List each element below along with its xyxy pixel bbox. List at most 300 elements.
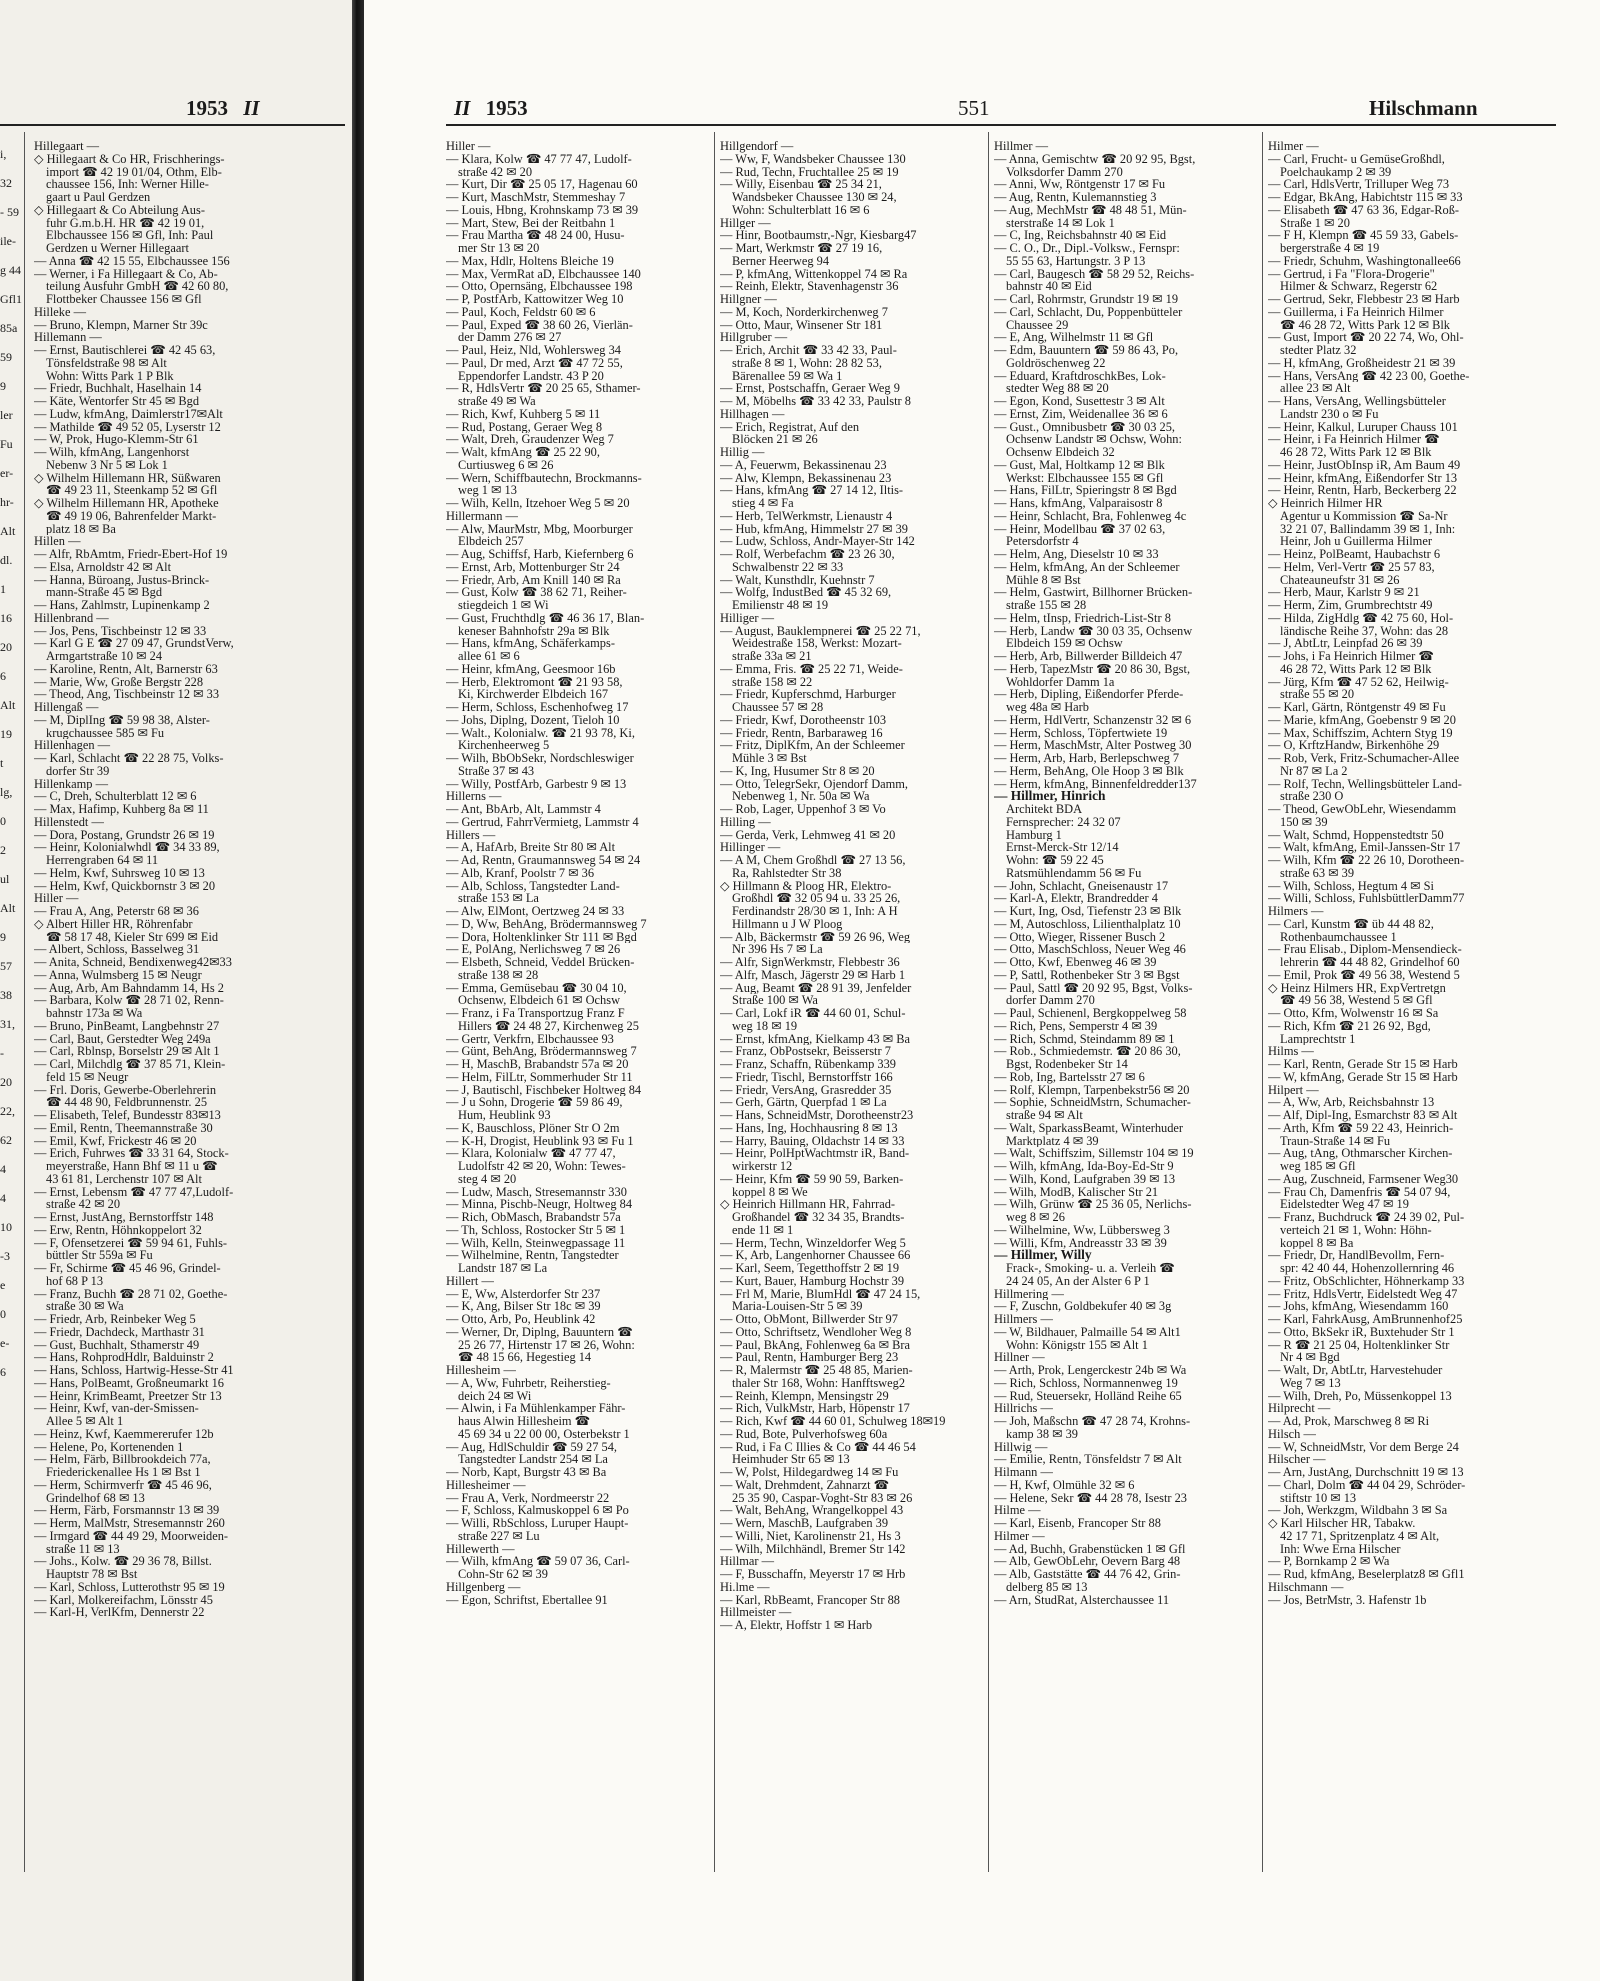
directory-entry: — Mart, Stew, Bei der Reitbahn 1 xyxy=(446,216,616,230)
directory-entry: Elbchaussee 156 ✉ Gfl, Inh: Paul xyxy=(46,229,214,242)
directory-entry: straße 158 ✉ 22 xyxy=(732,675,813,689)
directory-entry: — Ernst, Arb, Mottenburger Str 24 xyxy=(446,560,620,574)
directory-entry: — Alw, MaurMstr, Mbg, Moorburger xyxy=(446,522,633,536)
edge-fragment: ul xyxy=(0,872,10,886)
directory-entry: Landstr 230 o ✉ Fu xyxy=(1280,407,1379,421)
directory-entry: — Emilie, Rentn, Tönsfeldstr 7 ✉ Alt xyxy=(994,1453,1182,1466)
directory-entry: Heimhuder Str 65 ✉ 13 xyxy=(732,1453,850,1466)
directory-entry: — Max, Hafimp, Kuhberg 8a ✉ 11 xyxy=(34,803,209,816)
edge-fragment: 1 xyxy=(0,582,6,596)
directory-entry: Ferdinandstr 28/30 ✉ 1, Inh: A H xyxy=(732,905,898,918)
directory-entry: Mühle 3 ✉ Bst xyxy=(732,752,807,765)
directory-entry: Allee 5 ✉ Alt 1 xyxy=(46,1415,124,1428)
directory-entry: — Ernst, Bautischlerei ☎ 42 45 63, xyxy=(34,344,216,357)
directory-entry: Elbdeich 257 xyxy=(458,535,524,548)
directory-entry: — Irmgard ☎ 44 49 29, Moorweiden- xyxy=(34,1529,229,1543)
directory-entry: — Willi, Niet, Karolinenstr 21, Hs 3 xyxy=(720,1529,901,1543)
directory-entry: 25 35 90, Caspar-Voght-Str 83 ✉ 26 xyxy=(732,1491,913,1505)
directory-entry: — J, AbtLtr, Leinpfad 26 ✉ 39 xyxy=(1268,637,1423,650)
directory-entry: 55 55 63, Hartungstr. 3 P 13 xyxy=(1006,254,1146,268)
directory-entry: — Aug, HdlSchuldir ☎ 59 27 54, xyxy=(446,1440,618,1454)
directory-entry: — Willi, RbSchloss, Luruper Haupt- xyxy=(446,1517,629,1530)
directory-entry: Gerdzen u Werner Hillegaart xyxy=(46,242,189,255)
directory-entry: — Marie, Ww, Große Bergstr 228 xyxy=(34,675,204,689)
directory-entry: — Karl, Molkereifachm, Lönsstr 45 xyxy=(34,1593,213,1607)
directory-entry: — Mart, Werkmstr ☎ 27 19 16, xyxy=(720,242,883,255)
directory-entry: allee 61 ✉ 6 xyxy=(458,650,520,663)
directory-entry: — Kurt, MaschMstr, Stemmeshay 7 xyxy=(446,191,626,204)
directory-entry: — Barbara, Kolw ☎ 28 71 02, Renn- xyxy=(34,994,224,1007)
directory-entry: — Jürg, Kfm ☎ 47 52 62, Heilwig- xyxy=(1268,675,1449,689)
directory-entry: — C. O., Dr., Dipl.-Volksw., Fernspr: xyxy=(994,242,1180,255)
surname-heading: Hiller — xyxy=(446,140,491,153)
directory-entry: — Wolfg, IndustBed ☎ 45 32 69, xyxy=(720,586,892,599)
directory-entry: Werkst: Elbchaussee 155 ✉ Gfl xyxy=(1006,471,1164,485)
directory-entry: ☎ 58 17 48, Kieler Str 699 ✉ Eid xyxy=(46,930,219,944)
directory-entry: — Alw, ElMont, Oertzweg 24 ✉ 33 xyxy=(446,905,625,918)
directory-entry: — Otto, Kwf, Ebenweg 46 ✉ 39 xyxy=(994,956,1157,969)
surname-heading: Hillenbrand — xyxy=(34,611,109,625)
directory-entry: — Wern, MaschB, Laufgraben 39 xyxy=(720,1517,889,1530)
left-header-year: 1953 xyxy=(186,96,228,120)
surname-heading: Hillwig — xyxy=(994,1440,1048,1454)
directory-entry: — Helm, FilLtr, Sommerhuder Str 11 xyxy=(446,1070,633,1084)
directory-entry: — Karoline, Rentn, Alt, Barnerstr 63 xyxy=(34,662,218,676)
directory-entry: 32 21 07, Ballindamm 39 ✉ 1, Inh: xyxy=(1280,522,1456,536)
directory-entry: — Rich, Kwf, Kuhberg 5 ✉ 11 xyxy=(446,407,601,421)
directory-entry: — Ad, Rentn, Graumannsweg 54 ✉ 24 xyxy=(446,854,641,867)
directory-entry: — Ww, F, Wandsbeker Chaussee 130 xyxy=(720,152,906,166)
directory-entry: straße 11 ✉ 13 xyxy=(46,1542,120,1556)
directory-entry: steg 4 ✉ 20 xyxy=(458,1172,517,1186)
surname-heading: Hillesheim — xyxy=(446,1364,516,1377)
directory-entry: — Bruno, Klempn, Marner Str 39c xyxy=(34,318,208,332)
directory-entry: straße 153 ✉ La xyxy=(458,892,539,905)
directory-entry: verteich 21 ✉ 1, Wohn: Höhn- xyxy=(1280,1223,1432,1237)
directory-entry: — Heinr, Kalkul, Luruper Chauss 101 xyxy=(1268,420,1458,434)
directory-entry: stedter Weg 88 ✉ 20 xyxy=(1006,382,1109,395)
directory-entry: Straße 1 ✉ 20 xyxy=(1280,216,1350,230)
directory-entry: — Rud, i Fa C Illies & Co ☎ 44 46 54 xyxy=(720,1440,916,1454)
directory-entry: — Karl, Schlacht ☎ 22 28 75, Volks- xyxy=(34,752,224,765)
directory-entry: — Werner, Dr, Diplng, Bauuntern ☎ xyxy=(446,1325,633,1339)
directory-entry: — Heinr, Schlacht, Bra, Fohlenweg 4c xyxy=(994,509,1187,523)
directory-entry: Straße 100 ✉ Wa xyxy=(732,994,818,1007)
edge-fragment: 10 xyxy=(0,1220,12,1234)
directory-entry: Hamburg 1 xyxy=(1006,828,1062,842)
directory-entry: Wohldorfer Damm 1a xyxy=(1006,675,1115,689)
surname-heading: Hilscher — xyxy=(1268,1453,1326,1466)
directory-entry: — Walt, Kunsthdlr, Kuehnstr 7 xyxy=(720,573,875,587)
directory-entry: — Friedr, Arb, Reinbeker Weg 5 xyxy=(34,1313,196,1326)
directory-entry: straße 8 ✉ 1, Wohn: 28 82 53, xyxy=(732,356,882,370)
directory-entry: — Herm, Schloss, Eschenhofweg 17 xyxy=(446,701,629,714)
directory-entry: — Friedr, Dachdeck, Marthastr 31 xyxy=(34,1325,205,1339)
directory-entry: — Karl, Seem, Tegetthoffstr 2 ✉ 19 xyxy=(720,1262,900,1275)
directory-entry: — Wilh, ModB, Kalischer Str 21 xyxy=(994,1185,1159,1199)
directory-entry: Ratsmühlendamm 56 ✉ Fu xyxy=(1006,866,1142,880)
right-header-year: 1953 xyxy=(485,96,528,120)
directory-entry: — W, Polst, Hildegardweg 14 ✉ Fu xyxy=(720,1466,899,1479)
directory-entry: — Herb, TapezMstr ☎ 20 86 30, Bgst, xyxy=(994,662,1191,676)
directory-entry: — Herb, Maur, Karlstr 9 ✉ 21 xyxy=(1268,586,1420,599)
directory-entry: weg 48a ✉ Harb xyxy=(1006,701,1089,714)
directory-entry: — Fr, Schirme ☎ 45 46 96, Grindel- xyxy=(34,1262,221,1275)
directory-entry: Ki, Kirchwerder Elbdeich 167 xyxy=(458,688,609,701)
directory-entry: Agentur u Kommission ☎ Sa-Nr xyxy=(1280,509,1448,523)
directory-entry: — Friedr, Rentn, Barbaraweg 16 xyxy=(720,726,883,740)
directory-entry: Wohn: Witts Park 1 P Blk xyxy=(46,369,174,383)
directory-entry: Wohn: ☎ 59 22 45 xyxy=(1006,854,1104,867)
directory-entry: — Th, Schloss, Rostocker Str 5 ✉ 1 xyxy=(446,1223,626,1237)
directory-entry: — Ad, Buchh, Grabenstücken 1 ✉ Gfl xyxy=(994,1542,1186,1556)
directory-entry: — Edgar, BkAng, Habichtstr 115 ✉ 33 xyxy=(1268,191,1463,204)
directory-entry: — Alb, GewObLehr, Oevern Barg 48 xyxy=(994,1555,1181,1568)
directory-entry: — Walt, kfmAng, Emil-Janssen-Str 17 xyxy=(1268,841,1461,854)
edge-fragment: dl. xyxy=(0,553,13,567)
firm-entry: ◇ Wilhelm Hillemann HR, Apotheke xyxy=(34,497,346,510)
directory-entry: — Herm, HdlVertr, Schanzenstr 32 ✉ 6 xyxy=(994,713,1192,727)
directory-entry: — Anita, Schneid, Bendixenweg42✉33 xyxy=(34,956,232,969)
directory-entry: meyerstraße, Hann Bhf ✉ 11 u ☎ xyxy=(46,1160,218,1173)
directory-entry: — Herb, Dipling, Eißendorfer Pferde- xyxy=(994,688,1184,701)
directory-entry: — Guillerma, i Fa Heinrich Hilmer xyxy=(1268,305,1444,319)
directory-entry: — Hans, VersAng, Wellingsbütteler xyxy=(1268,395,1446,408)
directory-entry: — Karl, RbBeamt, Francoper Str 88 xyxy=(720,1593,900,1607)
directory-entry: straße 230 O xyxy=(1280,790,1344,803)
surname-heading: Hillers — xyxy=(446,828,496,842)
directory-entry: — Herm, Techn, Winzeldorfer Weg 5 xyxy=(720,1236,906,1250)
directory-entry: — Hans, Zahlmstr, Lupinenkamp 2 xyxy=(34,599,210,612)
directory-entry: — Rob, Lager, Uppenhof 3 ✉ Vo xyxy=(720,803,886,816)
directory-entry: — F, Zuschn, Goldbekufer 40 ✉ 3g xyxy=(994,1300,1172,1313)
directory-entry: — Egon, Kond, Susettestr 3 ✉ Alt xyxy=(994,395,1165,408)
directory-entry: — Walt, Schiffszim, Sillemstr 104 ✉ 19 xyxy=(994,1147,1194,1160)
directory-entry: — W, Bildhauer, Palmaille 54 ✉ Alt1 xyxy=(994,1325,1181,1339)
directory-entry: — Frau Ch, Damenfris ☎ 54 07 94, xyxy=(1268,1185,1451,1199)
directory-entry: — Paul, Sattl ☎ 20 92 95, Bgst, Volks- xyxy=(994,981,1193,995)
directory-entry: Fernsprecher: 24 32 07 xyxy=(1006,815,1121,829)
directory-entry: — Alb, Kranf, Poolstr 7 ✉ 36 xyxy=(446,866,595,880)
directory-entry: — Helm, Gastwirt, Billhorner Brücken- xyxy=(994,586,1193,599)
directory-entry: — Herb, Arb, Billwerder Billdeich 47 xyxy=(994,650,1183,663)
directory-entry: — Gertrud, i Fa "Flora-Drogerie" xyxy=(1268,267,1435,281)
directory-entry: — Hillmer, Willy xyxy=(994,1249,1092,1262)
directory-entry: — Herm, Färb, Forsmannstr 13 ✉ 39 xyxy=(34,1504,220,1517)
directory-entry: Mühle 8 ✉ Bst xyxy=(1006,573,1081,587)
edge-fragment: 32 xyxy=(0,176,12,190)
edge-fragment: e xyxy=(0,1278,6,1292)
directory-entry: — Friedr, Schuhm, Washingtonallee66 xyxy=(1268,254,1461,268)
directory-entry: — Erich, Fuhrwes ☎ 33 31 64, Stock- xyxy=(34,1147,229,1160)
directory-entry: — Wilhelmine, Rentn, Tangstedter xyxy=(446,1249,619,1262)
directory-entry: Rothenbaumchaussee 1 xyxy=(1280,930,1397,944)
edge-fragment: - 59 xyxy=(0,205,19,219)
edge-fragment: 85a xyxy=(0,321,18,335)
directory-entry: — Sophie, SchneidMstrn, Schumacher- xyxy=(994,1096,1191,1109)
surname-heading: Hillmer — xyxy=(994,140,1049,153)
directory-entry: — Klara, Kolw ☎ 47 77 47, Ludolf- xyxy=(446,152,632,166)
directory-entry: — Carl, Rohrmstr, Grundstr 19 ✉ 19 xyxy=(994,293,1179,306)
directory-entry: — A, Ww, Arb, Reichsbahnstr 13 xyxy=(1268,1096,1435,1109)
directory-entry: — W, SchneidMstr, Vor dem Berge 24 xyxy=(1268,1440,1459,1454)
directory-entry: — Gertrud, Sekr, Flebbestr 23 ✉ Harb xyxy=(1268,293,1460,306)
directory-entry: — Rich, Schloss, Normannenweg 19 xyxy=(994,1376,1178,1390)
directory-entry: — F, Busschaffn, Meyerstr 17 ✉ Hrb xyxy=(720,1568,906,1581)
surname-heading: Hillinger — xyxy=(720,841,781,854)
surname-heading: Hilling — xyxy=(720,815,771,829)
directory-entry: 45 69 34 u 22 00 00, Osterbekstr 1 xyxy=(458,1427,630,1441)
edge-fragment: -3 xyxy=(0,1249,10,1263)
firm-entry: ◇ Heinz Hilmers HR, ExpVertretgn xyxy=(1268,982,1558,995)
directory-entry: — Arth, Kfm ☎ 59 22 43, Heinrich- xyxy=(1268,1121,1454,1135)
surname-heading: Hillgner — xyxy=(720,293,777,306)
directory-entry: mer Str 13 ✉ 20 xyxy=(458,242,540,255)
firm-entry: ◇ Hillegaart & Co Abteilung Aus- xyxy=(34,204,346,217)
directory-entry: — Otto, ObMont, Billwerder Str 97 xyxy=(720,1313,898,1326)
directory-entry: — K, Arb, Langenhorner Chaussee 66 xyxy=(720,1249,911,1262)
directory-entry: — Walt, kfmAng ☎ 25 22 90, xyxy=(446,446,600,459)
left-edge-fragments xyxy=(0,140,22,1387)
directory-entry: straße 138 ✉ 28 xyxy=(458,968,539,982)
directory-entry: — Harry, Bauing, Oldachstr 14 ✉ 33 xyxy=(720,1134,905,1148)
directory-entry: — Rud, Postang, Geraer Weg 8 xyxy=(446,420,603,434)
directory-entry: — Gust., Omnibusbetr ☎ 30 03 25, xyxy=(994,420,1175,434)
firm-entry: ◇ Wilhelm Hillemann HR, Süßwaren xyxy=(34,472,346,485)
directory-entry: — Wilh, Kfm ☎ 22 26 10, Dorotheen- xyxy=(1268,854,1465,867)
right-header-name: Hilschmann xyxy=(1369,96,1478,120)
directory-entry: Elbdeich 159 ✉ Ochsw xyxy=(1006,637,1123,650)
directory-entry: — Wilh, Schloss, Hegtum 4 ✉ Si xyxy=(1268,879,1434,893)
directory-entry: — Rud, Steuersekr, Holländ Reihe 65 xyxy=(994,1389,1182,1403)
directory-entry: — Fritz, ObSchlichter, Höhnerkamp 33 xyxy=(1268,1274,1465,1288)
directory-entry: — A, HafArb, Breite Str 80 ✉ Alt xyxy=(446,841,616,854)
directory-entry: import ☎ 42 19 01/04, Othm, Elb- xyxy=(46,165,222,179)
directory-entry: — Ernst, Lebensm ☎ 47 77 47,Ludolf- xyxy=(34,1185,234,1199)
surname-heading: Hillgruber — xyxy=(720,331,788,344)
edge-fragment: hr- xyxy=(0,495,14,509)
edge-fragment: 4 xyxy=(0,1162,6,1176)
directory-entry: stiegdeich 1 ✉ Wi xyxy=(458,599,549,612)
directory-entry: Chaussee 29 xyxy=(1006,318,1069,332)
directory-entry: — Albert, Schloss, Basselweg 31 xyxy=(34,943,200,956)
surname-heading: Hillmers — xyxy=(994,1313,1053,1326)
directory-entry: — Karl, Eisenb, Francoper Str 88 xyxy=(994,1517,1161,1530)
edge-fragment: er- xyxy=(0,466,14,480)
directory-entry: — Ludw, kfmAng, Daimlerstr17✉Alt xyxy=(34,407,223,421)
directory-entry: hof 68 P 13 xyxy=(46,1274,104,1288)
directory-entry: Armgartstraße 10 ✉ 24 xyxy=(46,650,163,663)
directory-entry: — E, Ww, Alsterdorfer Str 237 xyxy=(446,1287,601,1301)
directory-entry: Großhandel ☎ 32 34 35, Brandts- xyxy=(732,1211,905,1224)
directory-entry: — Paul, BkAng, Fohlenweg 6a ✉ Bra xyxy=(720,1338,911,1352)
surname-heading: Hillmering — xyxy=(994,1287,1064,1301)
directory-entry: Eidelstedter Weg 47 ✉ 19 xyxy=(1280,1198,1409,1211)
directory-entry: delberg 85 ✉ 13 xyxy=(1006,1580,1088,1594)
directory-entry: — Alf, Dipl-Ing, Esmarchstr 83 ✉ Alt xyxy=(1268,1109,1458,1122)
right-header-rule xyxy=(446,124,1556,126)
directory-entry: — M, Autoschloss, Lilienthalplatz 10 xyxy=(994,917,1181,931)
surname-heading: Hillrichs — xyxy=(994,1402,1053,1415)
directory-entry: Marktplatz 4 ✉ 39 xyxy=(1006,1134,1099,1148)
directory-entry: — Friedr, Arb, Am Knill 140 ✉ Ra xyxy=(446,573,621,587)
directory-entry: 46 28 72, Witts Park 12 ✉ Blk xyxy=(1280,446,1432,459)
edge-fragment: 19 xyxy=(0,727,12,741)
directory-entry: — Elsbeth, Schneid, Veddel Brücken- xyxy=(446,956,635,969)
directory-entry: — Franz, i Fa Transportzug Franz F xyxy=(446,1007,625,1020)
directory-entry: Ludolfstr 42 ✉ 20, Wohn: Tewes- xyxy=(458,1160,626,1173)
directory-entry: — F, Ofensetzerei ☎ 59 94 61, Fuhls- xyxy=(34,1236,228,1250)
directory-entry: Architekt BDA xyxy=(1006,803,1083,816)
directory-entry: — Gust, Buchhalt, Sthamerstr 49 xyxy=(34,1338,200,1352)
directory-entry: — Egon, Schriftst, Ebertallee 91 xyxy=(446,1593,608,1607)
directory-entry: — Arn, StudRat, Alsterchaussee 11 xyxy=(994,1593,1170,1607)
directory-entry: — H, kfmAng, Großheidestr 21 ✉ 39 xyxy=(1268,356,1456,370)
directory-entry: — Otto, TelegrSekr, Ojendorf Damm, xyxy=(720,777,909,791)
directory-entry: — Arn, JustAng, Durchschnitt 19 ✉ 13 xyxy=(1268,1466,1464,1479)
directory-entry: — Herm, MalMstr, Stresemannstr 260 xyxy=(34,1517,225,1530)
directory-entry: — Herb, Elektromont ☎ 21 93 58, xyxy=(446,675,623,689)
directory-entry: — Werner, i Fa Hillegaart & Co, Ab- xyxy=(34,267,218,281)
firm-entry: ◇ Albert Hiller HR, Röhrenfabr xyxy=(34,918,346,931)
directory-entry: weg 8 ✉ 26 xyxy=(1006,1211,1065,1224)
directory-entry: chaussee 156, Inh: Werner Hille- xyxy=(46,178,209,191)
directory-entry: — Heinr, PolHptWachtmstr iR, Band- xyxy=(720,1147,910,1160)
surname-heading: Hilpert — xyxy=(1268,1083,1319,1097)
directory-entry: — Minna, Pischb-Neugr, Holtweg 84 xyxy=(446,1198,633,1211)
directory-entry: Cohn-Str 62 ✉ 39 xyxy=(458,1568,548,1581)
directory-entry: — Charl, Dolm ☎ 44 04 29, Schröder- xyxy=(1268,1478,1466,1492)
directory-entry: — Willi, Kfm, Andreasstr 33 ✉ 39 xyxy=(994,1236,1167,1250)
directory-entry: — Alw, Klempn, Bekassinenau 23 xyxy=(720,471,892,485)
directory-entry: — Herm, Schloss, Töpfertwiete 19 xyxy=(994,726,1168,740)
directory-entry: teilung Ausfuhr GmbH ☎ 42 60 80, xyxy=(46,280,229,293)
directory-entry: weg 18 ✉ 19 xyxy=(732,1019,798,1033)
directory-entry: — Elisabeth, Telef, Bundesstr 83✉13 xyxy=(34,1109,221,1122)
directory-entry: Eppendorfer Landstr. 43 P 20 xyxy=(458,369,604,383)
directory-entry: — Otto, Wieger, Rissener Busch 2 xyxy=(994,930,1166,944)
directory-entry: — Frau Elisab., Diplom-Mensendieck- xyxy=(1268,943,1462,956)
directory-entry: — Carl, Baugesch ☎ 58 29 52, Reichs- xyxy=(994,267,1195,281)
directory-entry: — Helm, Kwf, Suhrsweg 10 ✉ 13 xyxy=(34,866,205,880)
directory-entry: — Herm, MaschMstr, Alter Postweg 30 xyxy=(994,739,1192,752)
directory-entry: — Heinr, Rentn, Harb, Beckerberg 22 xyxy=(1268,484,1457,497)
directory-entry: — Reinh, Elektr, Stavenhagenstr 36 xyxy=(720,280,899,293)
directory-entry: — Rud, Bote, Pulverhofsweg 60a xyxy=(720,1427,888,1441)
directory-entry: stieg 4 ✉ Fa xyxy=(732,497,794,510)
directory-entry: — Wilhelmine, Ww, Lübbersweg 3 xyxy=(994,1223,1170,1237)
directory-entry: — Karl-H, VerlKfm, Dennerstr 22 xyxy=(34,1606,205,1619)
directory-entry: ☎ 49 23 11, Steenkamp 52 ✉ Gfl xyxy=(46,484,218,497)
directory-entry: — Paul, Dr med, Arzt ☎ 47 72 55, xyxy=(446,356,623,370)
directory-entry: — Edm, Bauuntern ☎ 59 86 43, Po, xyxy=(994,344,1179,357)
directory-entry: — Emma, Fris. ☎ 25 22 71, Weide- xyxy=(720,662,903,676)
right-page xyxy=(364,0,1600,1981)
directory-entry: krugchaussee 585 ✉ Fu xyxy=(46,726,165,740)
surname-heading: Hilliger — xyxy=(720,611,775,625)
directory-entry: — Jos, Pens, Tischbeinstr 12 ✉ 33 xyxy=(34,624,207,638)
directory-entry: — Emil, Prok ☎ 49 56 38, Westend 5 xyxy=(1268,968,1460,982)
directory-entry: Grindelhof 68 ✉ 13 xyxy=(46,1491,145,1505)
directory-entry: — Heinr, kfmAng, Geesmoor 16b xyxy=(446,662,616,676)
directory-entry: — K, Ang, Bilser Str 18c ✉ 39 xyxy=(446,1300,601,1313)
directory-entry: — Gerda, Verk, Lehmweg 41 ✉ 20 xyxy=(720,828,896,842)
directory-entry: — Wilh, kfmAng, Ida-Boy-Ed-Str 9 xyxy=(994,1160,1174,1173)
directory-entry: Bärenallee 59 ✉ Wa 1 xyxy=(732,369,843,383)
directory-entry: — Rob., Schmiedemstr. ☎ 20 86 30, xyxy=(994,1045,1181,1058)
directory-entry: straße 227 ✉ Lu xyxy=(458,1529,540,1543)
directory-entry: — Ernst, JustAng, Bernstorffstr 148 xyxy=(34,1211,214,1224)
directory-entry: — P, PostfArb, Kattowitzer Weg 10 xyxy=(446,293,624,306)
directory-entry: — Aug, Beamt ☎ 28 91 39, Jenfelder xyxy=(720,981,912,995)
directory-entry: — Paul, Exped ☎ 38 60 26, Vierlän- xyxy=(446,318,633,332)
directory-entry: straße 155 ✉ 28 xyxy=(1006,599,1087,612)
directory-entry: — M, DiplIng ☎ 59 98 38, Alster- xyxy=(34,713,210,727)
directory-entry: — Wilh, kfmAng ☎ 59 07 36, Carl- xyxy=(446,1555,630,1568)
edge-fragment: Alt xyxy=(0,524,16,538)
directory-entry: Großhdl ☎ 32 05 94 u. 33 25 26, xyxy=(732,892,901,905)
right-running-head-left xyxy=(454,96,528,122)
directory-entry: — Max, VermRat aD, Elbchaussee 140 xyxy=(446,267,641,281)
directory-entry: straße 63 ✉ 39 xyxy=(1280,866,1355,880)
directory-entry: stiftstr 10 ✉ 13 xyxy=(1280,1491,1357,1505)
directory-entry: — Rich, Schmd, Steindamm 89 ✉ 1 xyxy=(994,1032,1175,1046)
edge-fragment: 62 xyxy=(0,1133,12,1147)
directory-entry: — Aug, Arb, Am Bahndamm 14, Hs 2 xyxy=(34,981,224,995)
directory-entry: — Alb, Bäckermstr ☎ 59 26 96, Weg xyxy=(720,930,911,944)
edge-fragment: 9 xyxy=(0,379,6,393)
directory-entry: — Elsa, Arnoldstr 42 ✉ Alt xyxy=(34,560,172,574)
directory-entry: — Otto, Arb, Po, Heublink 42 xyxy=(446,1313,596,1326)
edge-fragment: ile- xyxy=(0,234,16,248)
directory-entry: der Damm 276 ✉ 27 xyxy=(458,331,562,344)
directory-entry: Ochsenw Landstr ✉ Ochsw, Wohn: xyxy=(1006,433,1182,446)
directory-entry: koppel 8 ✉ Ba xyxy=(1280,1236,1354,1250)
directory-entry: — F, Schloss, Kalmuskoppel 6 ✉ Po xyxy=(446,1504,629,1517)
edge-fragment: 31, xyxy=(0,1017,15,1031)
directory-entry: Wohn: Königstr 155 ✉ Alt 1 xyxy=(1006,1338,1148,1352)
surname-heading: Hilmann — xyxy=(994,1466,1053,1479)
directory-entry: Chateauneufstr 31 ✉ 26 xyxy=(1280,573,1400,587)
directory-entry: Wohn: Schulterblatt 16 ✉ 6 xyxy=(732,203,870,217)
directory-entry: — Heinr, Kolonialwhdl ☎ 34 33 89, xyxy=(34,841,220,854)
directory-entry: — Friedr, Kupferschmd, Harburger xyxy=(720,688,896,701)
directory-entry: thaler Str 168, Wohn: Hanfftsweg2 xyxy=(732,1376,906,1390)
left-column-1 xyxy=(34,140,346,1619)
directory-entry: — Gust, Import ☎ 20 22 74, Wo, Ohl- xyxy=(1268,331,1464,344)
directory-entry: — Erich, Registrat, Auf den xyxy=(720,420,860,434)
directory-entry: — Herm, BehAng, Ole Hoop 3 ✉ Blk xyxy=(994,764,1184,778)
directory-entry: — Willi, Schloss, FuhlsbüttlerDamm77 xyxy=(1268,892,1465,905)
directory-entry: — Wilh, Kelln, Itzehoer Weg 5 ✉ 20 xyxy=(446,497,630,510)
directory-entry: — Hans, RohprodHdlr, Balduinstr 2 xyxy=(34,1351,214,1364)
directory-entry: allee 23 ✉ Alt xyxy=(1280,382,1351,395)
right-column-divider-3 xyxy=(1262,132,1263,1872)
surname-heading: Hillert — xyxy=(446,1274,494,1288)
edge-fragment: 16 xyxy=(0,611,12,625)
directory-entry: — Rolf, Klempn, Tarpenbekstr56 ✉ 20 xyxy=(994,1083,1190,1097)
directory-entry: Ochsenw Elbdeich 32 xyxy=(1006,446,1115,459)
right-column-divider-1 xyxy=(714,132,715,1872)
directory-entry: ☎ 49 56 38, Westend 5 ✉ Gfl xyxy=(1280,994,1433,1007)
directory-entry: Hauptstr 78 ✉ Bst xyxy=(46,1568,138,1581)
directory-entry: — Helm, Verl-Vertr ☎ 25 57 83, xyxy=(1268,560,1435,574)
directory-entry: — A, Feuerwm, Bekassinenau 23 xyxy=(720,458,887,472)
surname-heading: Hillenstedt — xyxy=(34,815,104,829)
directory-entry: — R, HdlsVertr ☎ 20 25 65, Sthamer- xyxy=(446,382,641,395)
directory-entry: — Heinr, i Fa Heinrich Hilmer ☎ xyxy=(1268,433,1440,446)
directory-entry: — Kurt, Dir ☎ 25 05 17, Hagenau 60 xyxy=(446,178,638,191)
